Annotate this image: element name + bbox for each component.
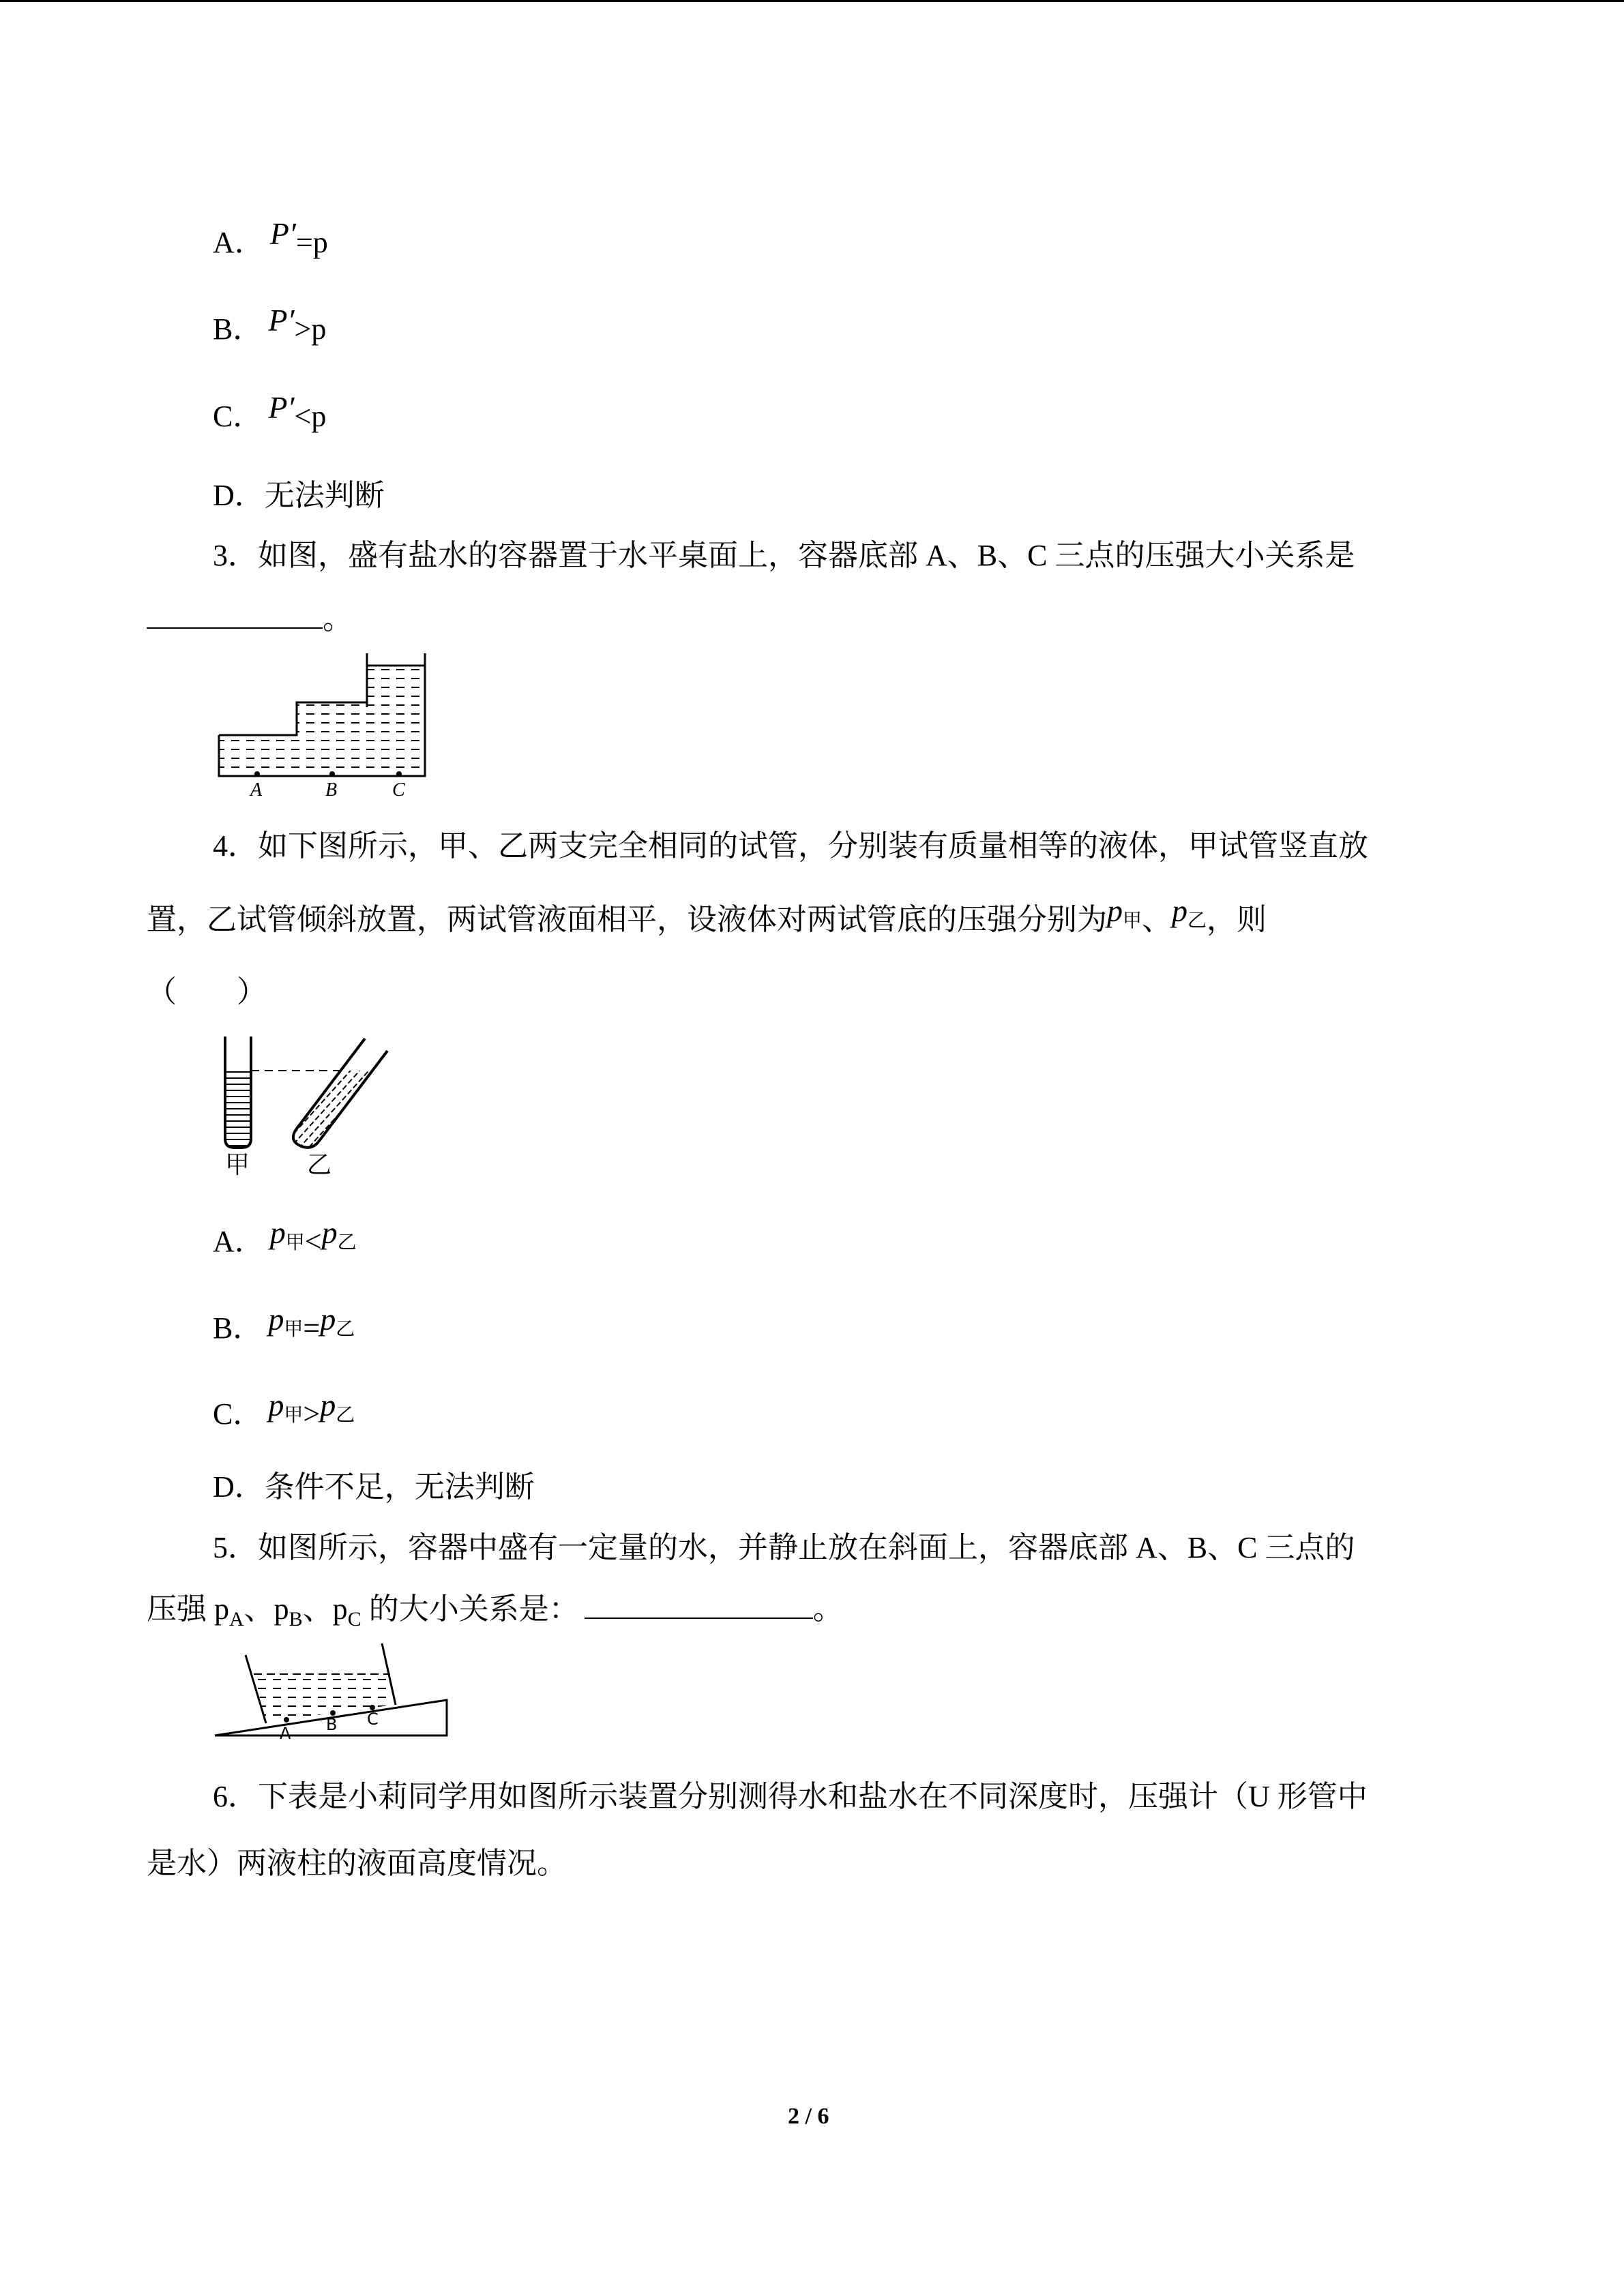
p-jia-symbol — [269, 1215, 305, 1253]
p-prime: P′ — [268, 303, 295, 338]
point-b-marker — [329, 771, 335, 777]
option-letter: C． — [213, 1397, 263, 1431]
p-subscript: 甲 — [285, 1232, 305, 1253]
option-letter: B． — [213, 312, 263, 346]
option-letter: D． — [213, 479, 265, 512]
p-jia-symbol — [268, 1388, 304, 1426]
q5-text-line-1: 5．如图所示，容器中盛有一定量的水，并静止放在斜面上，容器底部 A、B、C 三点的 — [213, 1531, 1355, 1564]
point-a-marker — [284, 1717, 289, 1723]
p-subscript: 乙 — [337, 1232, 357, 1253]
option-letter: D． — [213, 1470, 265, 1504]
q4-option-b — [213, 1302, 355, 1353]
label-b: B — [325, 779, 338, 801]
q6-text-line-1: 6．下表是小莉同学用如图所示装置分别测得水和盐水在不同深度时，压强计（U 形管中 — [213, 1780, 1368, 1813]
p-subscript: 甲 — [1123, 910, 1142, 931]
label-a: A — [250, 779, 263, 801]
p-subscript: 甲 — [284, 1319, 304, 1340]
label-yi: 乙 — [307, 1151, 332, 1176]
q3-stepped-container-figure — [215, 648, 447, 801]
q5-incline-container-figure — [211, 1640, 457, 1739]
label-c: C — [367, 1710, 379, 1729]
p-yi-symbol — [320, 1388, 355, 1426]
p-letter: p — [268, 1302, 284, 1337]
q5-period: 。 — [812, 1592, 843, 1626]
p-prime: P′ — [268, 390, 295, 425]
p-letter: p — [320, 1388, 336, 1422]
option-letter: A． — [213, 226, 265, 259]
subscript-a: A — [229, 1608, 244, 1630]
point-c-marker — [396, 771, 402, 777]
p-yi-symbol — [1172, 893, 1207, 931]
p-subscript: 乙 — [1187, 910, 1207, 931]
label-c: C — [392, 779, 405, 801]
label-b: B — [326, 1715, 338, 1734]
q3-text-line-1: 3．如图，盛有盐水的容器置于水平桌面上，容器底部 A、B、C 三点的压强大小关系是 — [213, 539, 1355, 572]
q4-test-tubes-figure — [211, 1026, 396, 1176]
q4-text-line-2-post: ，则 — [1207, 903, 1267, 936]
q6-text-line-2: 是水）两液柱的液面高度情况。 — [147, 1847, 567, 1880]
q5-pressure-text: 压强 p — [147, 1592, 229, 1626]
q3-text-line-2 — [147, 599, 353, 640]
p-subscript: 乙 — [336, 1405, 355, 1426]
q3-answer-blank — [147, 600, 323, 629]
label-a: A — [280, 1724, 291, 1739]
q4-answer-paren: （ ） — [147, 975, 267, 1009]
p-letter: p — [268, 1388, 284, 1422]
p-letter: p — [269, 1215, 286, 1250]
q2-option-b — [213, 303, 327, 350]
q4-text-line-2 — [147, 893, 1267, 944]
p-subscript: 甲 — [284, 1405, 304, 1426]
option-letter: C． — [213, 400, 263, 433]
subscript-c: C — [347, 1608, 361, 1630]
p-letter: p — [1172, 893, 1188, 928]
option-relation: >p — [294, 312, 327, 346]
separator: 、p — [302, 1592, 348, 1626]
q4-option-d — [213, 1467, 535, 1508]
separator: 、 — [1142, 903, 1172, 936]
separator: 、p — [243, 1592, 289, 1626]
subscript-b: B — [289, 1608, 303, 1630]
option-text: 无法判断 — [264, 479, 385, 512]
q4-text-line-1: 4．如下图所示，甲、乙两支完全相同的试管，分别装有质量相等的液体，甲试管竖直放 — [213, 829, 1368, 863]
p-letter: p — [321, 1215, 338, 1250]
q5-answer-blank — [585, 1590, 813, 1619]
p-subscript: 乙 — [336, 1319, 355, 1340]
p-yi-symbol — [320, 1302, 355, 1340]
p-jia-symbol — [1107, 893, 1142, 931]
q5-relation-text: 的大小关系是： — [361, 1592, 579, 1626]
option-relation: <p — [294, 400, 327, 433]
option-relation: =p — [295, 226, 328, 259]
p-prime: P′ — [269, 216, 296, 251]
option-letter: A． — [213, 1225, 265, 1258]
q4-option-a — [213, 1215, 357, 1266]
q4-option-c — [213, 1388, 355, 1439]
q2-option-c — [213, 390, 327, 437]
q2-option-a — [213, 216, 328, 263]
q3-period: 。 — [323, 602, 353, 636]
q5-text-line-2 — [147, 1589, 843, 1633]
label-jia: 甲 — [225, 1151, 250, 1176]
q4-text-line-2-pre: 置，乙试管倾斜放置，两试管液面相平，设液体对两试管底的压强分别为 — [147, 903, 1107, 936]
option-relation: < — [304, 1225, 322, 1258]
page-number: 2 / 6 — [788, 2104, 829, 2129]
p-letter: p — [1107, 893, 1123, 928]
point-a-marker — [254, 771, 260, 777]
option-relation: > — [303, 1397, 321, 1431]
option-text: 条件不足，无法判断 — [264, 1470, 535, 1504]
q2-option-d — [213, 475, 385, 516]
p-letter: p — [320, 1302, 336, 1337]
p-jia-symbol — [268, 1302, 304, 1340]
option-letter: B． — [213, 1311, 263, 1345]
p-yi-symbol — [321, 1215, 357, 1253]
page-top-border — [0, 0, 1624, 2]
option-relation: = — [303, 1311, 321, 1345]
